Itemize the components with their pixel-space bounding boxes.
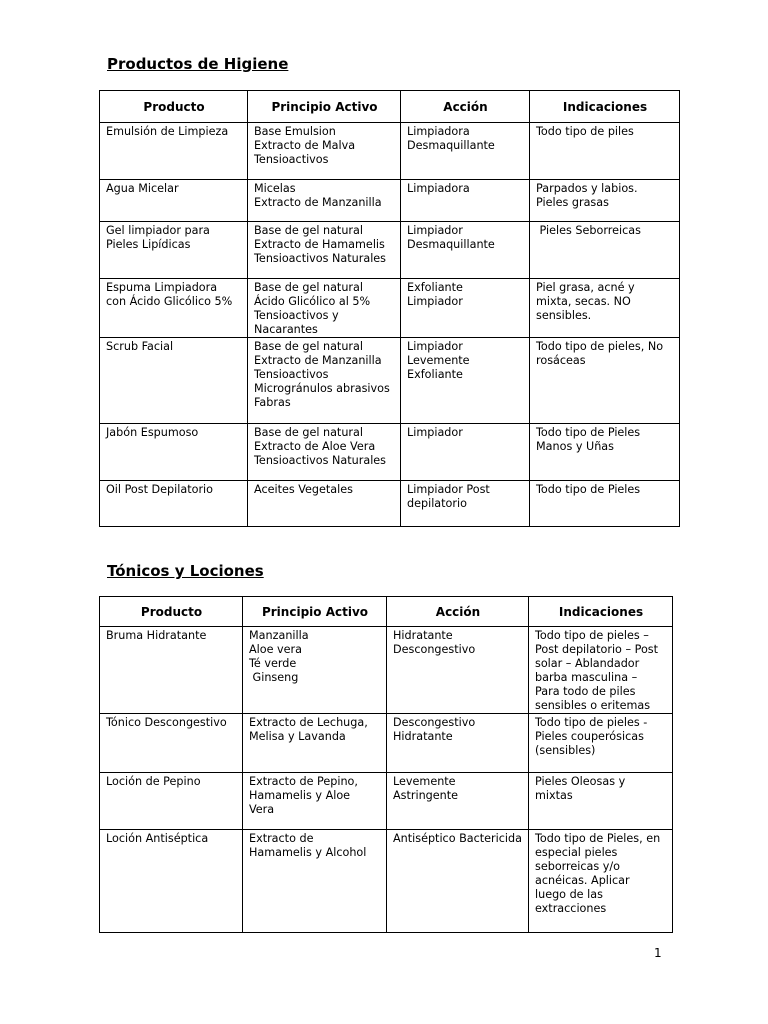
cell-text-line: Pieles grasas	[536, 196, 609, 209]
cell-principio-activo	[243, 830, 387, 933]
cell-producto	[100, 424, 248, 481]
cell-producto	[100, 123, 248, 180]
cell-text-line: Levemente	[393, 775, 456, 788]
table-row	[100, 123, 680, 180]
cell-text-line: Parpados y labios.	[536, 182, 638, 195]
cell-text-line: Gel limpiador para	[106, 224, 210, 237]
section-title-higiene: Productos de Higiene	[107, 55, 289, 73]
table-row	[100, 424, 680, 481]
table-row	[100, 714, 673, 773]
cell-text-line: Exfoliante	[407, 368, 463, 381]
column-header-producto: Producto	[100, 597, 243, 627]
cell-producto	[100, 773, 243, 830]
cell-text-line: Todo tipo de pieles -	[535, 716, 648, 729]
cell-principio-activo	[243, 773, 387, 830]
cell-principio-activo	[248, 222, 401, 279]
cell-text-line: Hidratante	[393, 629, 453, 642]
cell-text-line: Descongestivo	[393, 643, 476, 656]
cell-text-line: Extracto de Lechuga,	[249, 716, 368, 729]
cell-text-line: seborreicas y/o	[535, 860, 621, 873]
cell-text-line: Limpiadora	[407, 182, 470, 195]
cell-text-line: Ácido Glicólico al 5%	[254, 295, 371, 308]
cell-principio-activo	[248, 123, 401, 180]
cell-accion	[401, 279, 530, 338]
cell-text-line: mixtas	[535, 789, 573, 802]
cell-text-line: Tensioactivos	[254, 153, 329, 166]
cell-text-line: Microgránulos abrasivos	[254, 382, 390, 395]
cell-text-line: Base de gel natural	[254, 426, 363, 439]
cell-text-line: Emulsión de Limpieza	[106, 125, 229, 138]
cell-text-line: Limpiador Post	[407, 483, 490, 496]
cell-principio-activo	[243, 627, 387, 714]
table-row	[100, 481, 680, 527]
cell-text-line: Piel grasa, acné y	[536, 281, 635, 294]
cell-text-line: Fabras	[254, 396, 291, 409]
cell-text-line: Post depilatorio – Post	[535, 643, 659, 656]
cell-producto	[100, 338, 248, 424]
cell-principio-activo	[248, 481, 401, 527]
cell-text-line: Manos y Uñas	[536, 440, 614, 453]
cell-text-line: Limpiadora	[407, 125, 470, 138]
cell-text-line: Desmaquillante	[407, 238, 495, 251]
cell-text-line: sensibles.	[536, 309, 592, 322]
cell-text-line: Extracto de Malva	[254, 139, 356, 152]
cell-text-line: especial pieles	[535, 846, 618, 859]
cell-text-line: Bruma Hidratante	[106, 629, 207, 642]
cell-text-line: Micelas	[254, 182, 296, 195]
cell-producto	[100, 830, 243, 933]
cell-text-line: Scrub Facial	[106, 340, 174, 353]
cell-text-line: solar – Ablandador	[535, 657, 640, 670]
cell-producto	[100, 222, 248, 279]
cell-indicaciones	[530, 481, 680, 527]
column-header-accion: Acción	[401, 91, 530, 123]
cell-text-line: Espuma Limpiadora	[106, 281, 218, 294]
cell-text-line: Nacarantes	[254, 323, 318, 336]
cell-producto	[100, 481, 248, 527]
cell-text-line: Ginseng	[249, 671, 299, 684]
cell-indicaciones	[529, 714, 673, 773]
cell-text-line: Para todo de piles	[535, 685, 636, 698]
cell-producto	[100, 279, 248, 338]
cell-text-line: Manzanilla	[249, 629, 309, 642]
cell-text-line: Loción de Pepino	[106, 775, 201, 788]
cell-text-line: Agua Micelar	[106, 182, 179, 195]
cell-text-line: Tónico Descongestivo	[106, 716, 227, 729]
cell-text-line: Extracto de	[249, 832, 314, 845]
table-tonicos	[99, 596, 673, 933]
cell-text-line: Astringente	[393, 789, 459, 802]
table-row	[100, 279, 680, 338]
cell-indicaciones	[530, 424, 680, 481]
cell-principio-activo	[248, 424, 401, 481]
cell-text-line: Limpiador	[407, 295, 463, 308]
column-header-indicaciones: Indicaciones	[530, 91, 680, 123]
cell-text-line: luego de las	[535, 888, 603, 901]
cell-text-line: Limpiador	[407, 340, 463, 353]
cell-indicaciones	[530, 180, 680, 222]
cell-text-line: Vera	[249, 803, 275, 816]
cell-text-line: Hamamelis y Alcohol	[249, 846, 367, 859]
cell-text-line: Base Emulsion	[254, 125, 336, 138]
cell-text-line: acnéicas. Aplicar	[535, 874, 630, 887]
cell-accion	[387, 773, 529, 830]
table-body-higiene	[100, 123, 680, 527]
cell-accion	[401, 481, 530, 527]
cell-text-line: Tensioactivos y	[254, 309, 339, 322]
cell-principio-activo	[248, 180, 401, 222]
column-header-indicaciones: Indicaciones	[529, 597, 673, 627]
cell-indicaciones	[529, 627, 673, 714]
cell-indicaciones	[530, 123, 680, 180]
cell-text-line: Pieles Oleosas y	[535, 775, 626, 788]
cell-principio-activo	[248, 338, 401, 424]
cell-text-line: Té verde	[249, 657, 297, 670]
cell-text-line: Tensioactivos Naturales	[254, 252, 387, 265]
cell-accion	[401, 222, 530, 279]
cell-text-line: Hamamelis y Aloe	[249, 789, 351, 802]
cell-text-line: Extracto de Manzanilla	[254, 354, 382, 367]
table-row	[100, 338, 680, 424]
cell-text-line: Base de gel natural	[254, 224, 363, 237]
cell-text-line: Tensioactivos Naturales	[254, 454, 387, 467]
cell-text-line: Extracto de Aloe Vera	[254, 440, 376, 453]
cell-text-line: Base de gel natural	[254, 340, 363, 353]
cell-accion	[387, 830, 529, 933]
cell-text-line: depilatorio	[407, 497, 467, 510]
cell-text-line: Todo tipo de pieles, No	[536, 340, 664, 353]
cell-accion	[401, 123, 530, 180]
table-row	[100, 830, 673, 933]
cell-text-line: Pieles Seborreicas	[536, 224, 641, 237]
cell-text-line: Extracto de Manzanilla	[254, 196, 382, 209]
cell-text-line: Base de gel natural	[254, 281, 363, 294]
page-number: 1	[654, 946, 662, 960]
cell-indicaciones	[529, 773, 673, 830]
cell-principio-activo	[243, 714, 387, 773]
cell-text-line: Todo tipo de Pieles, en	[535, 832, 661, 845]
cell-accion	[401, 338, 530, 424]
column-header-producto: Producto	[100, 91, 248, 123]
cell-text-line: Descongestivo	[393, 716, 476, 729]
cell-text-line: Antiséptico Bactericida	[393, 832, 522, 845]
cell-text-line: Limpiador	[407, 426, 463, 439]
cell-indicaciones	[529, 830, 673, 933]
table-row	[100, 222, 680, 279]
cell-principio-activo	[248, 279, 401, 338]
cell-producto	[100, 627, 243, 714]
cell-indicaciones	[530, 279, 680, 338]
cell-text-line: barba masculina –	[535, 671, 638, 684]
cell-text-line: Todo tipo de piles	[536, 125, 634, 138]
cell-text-line: Exfoliante	[407, 281, 463, 294]
cell-text-line: Aceites Vegetales	[254, 483, 353, 496]
table-header-row	[100, 597, 673, 627]
cell-text-line: Extracto de Pepino,	[249, 775, 358, 788]
cell-accion	[401, 180, 530, 222]
cell-text-line: rosáceas	[536, 354, 586, 367]
cell-producto	[100, 180, 248, 222]
column-header-accion: Acción	[387, 597, 529, 627]
cell-text-line: mixta, secas. NO	[536, 295, 631, 308]
table-row	[100, 773, 673, 830]
table-higiene	[99, 90, 680, 527]
table-row	[100, 627, 673, 714]
cell-text-line: Limpiador	[407, 224, 463, 237]
cell-producto	[100, 714, 243, 773]
cell-text-line: Hidratante	[393, 730, 453, 743]
cell-text-line: Tensioactivos	[254, 368, 329, 381]
section-title-tonicos: Tónicos y Lociones	[107, 562, 264, 580]
cell-text-line: Oil Post Depilatorio	[106, 483, 213, 496]
cell-accion	[401, 424, 530, 481]
table-header-row	[100, 91, 680, 123]
cell-text-line: extracciones	[535, 902, 607, 915]
cell-text-line: Levemente	[407, 354, 470, 367]
cell-text-line: Pieles Lipídicas	[106, 238, 191, 251]
cell-text-line: Loción Antiséptica	[106, 832, 209, 845]
cell-text-line: Todo tipo de pieles –	[535, 629, 649, 642]
cell-text-line: sensibles o eritemas	[535, 699, 651, 712]
cell-text-line: con Ácido Glicólico 5%	[106, 295, 233, 308]
cell-accion	[387, 627, 529, 714]
column-header-principio-activo: Principio Activo	[243, 597, 387, 627]
column-header-principio-activo: Principio Activo	[248, 91, 401, 123]
cell-text-line: Melisa y Lavanda	[249, 730, 346, 743]
cell-text-line: Aloe vera	[249, 643, 303, 656]
cell-indicaciones	[530, 338, 680, 424]
cell-text-line: Pieles couperósicas	[535, 730, 644, 743]
cell-text-line: Todo tipo de Pieles	[536, 426, 641, 439]
cell-text-line: (sensibles)	[535, 744, 596, 757]
cell-text-line: Desmaquillante	[407, 139, 495, 152]
table-row	[100, 180, 680, 222]
cell-text-line: Jabón Espumoso	[106, 426, 199, 439]
cell-indicaciones	[530, 222, 680, 279]
cell-accion	[387, 714, 529, 773]
cell-text-line: Todo tipo de Pieles	[536, 483, 641, 496]
cell-text-line: Extracto de Hamamelis	[254, 238, 385, 251]
table-body-tonicos	[100, 627, 673, 933]
